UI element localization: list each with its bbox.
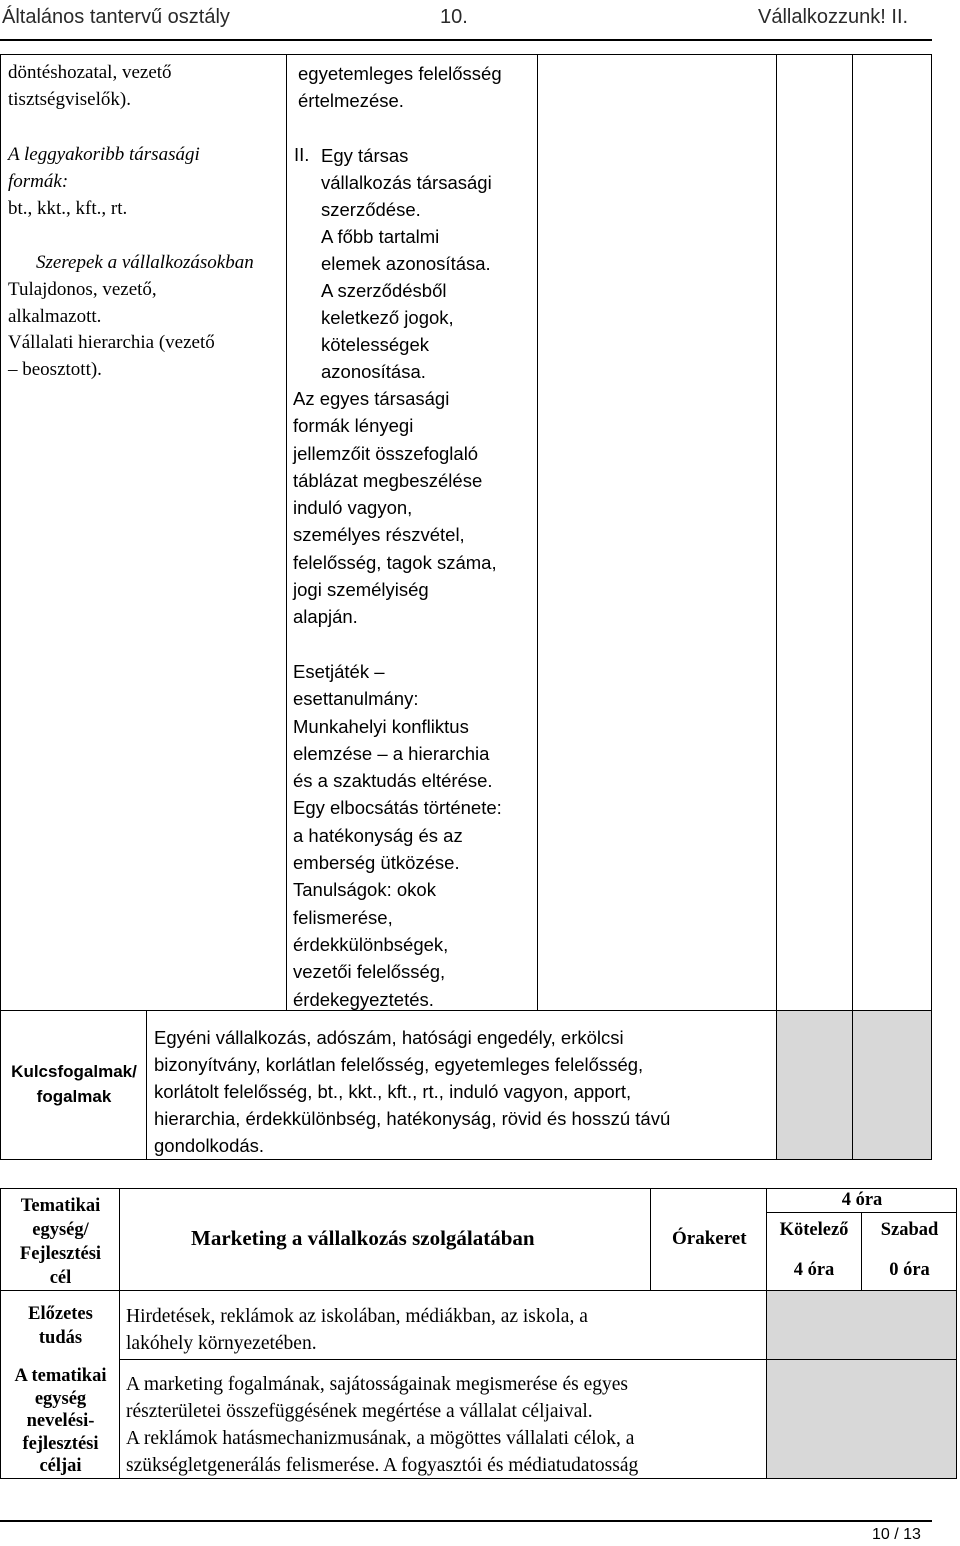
- col1-paragraph-2: A leggyakoribb társasági formák:: [8, 144, 200, 192]
- hours-label: Órakeret: [672, 1228, 747, 1249]
- col1-paragraph-3: bt., kkt., kft., rt.: [8, 198, 128, 219]
- prior-shaded-cell: [767, 1291, 956, 1359]
- col2-intro-text: egyetemleges felelősség értelmezése.: [298, 63, 502, 111]
- header-rule: [0, 39, 932, 41]
- free-label: Szabad: [880, 1220, 939, 1240]
- col2-case-study-text: Esetjáték – esettanulmány: Munkahelyi konfliktus elemzése – a hierarchia és a szaktudás eltérése. Egy elbocsátás története: a hatékonyság és az emberség ütközése. Tanulságok: okok felismerése, érdekkülönbségek, vezetői felelősség, érdekegyeztetés.: [293, 661, 502, 1010]
- keywords-shaded-cell-1: [777, 1011, 852, 1159]
- upper-table-keyword-divider: [146, 1010, 147, 1160]
- unit-title: Marketing a vállalkozás szolgálatában: [191, 1226, 535, 1250]
- upper-table-right-border: [931, 54, 932, 1160]
- keywords-text: Egyéni vállalkozás, adószám, hatósági engedély, erkölcsi bizonyítvány, korlátlan felelősség, egyetemleges felelősség, korlátolt felelősség, bt., kkt., kft., rt., induló vagyon, apport, hierarchia, érdekkülönbség, hatékonyság, rövid és hosszú távú gondolkodás.: [154, 1027, 671, 1156]
- header-subject: Vállalkozzunk! II.: [758, 6, 909, 28]
- upper-table-top-border: [0, 54, 932, 55]
- col1-paragraph-5: Tulajdonos, vezető, alkalmazott. Vállalati hierarchia (vezető – beosztott).: [8, 279, 215, 380]
- mandatory-label: Kötelező: [779, 1220, 849, 1240]
- col2-section-number: II.: [294, 144, 310, 165]
- hours-total: 4 óra: [841, 1190, 883, 1210]
- prior-knowledge-text: Hirdetések, reklámok az iskolában, médiákban, az iskola, a lakóhely környezetében.: [126, 1306, 588, 1354]
- upper-table-col-divider-3: [776, 54, 777, 1160]
- lower-table-title-divider: [650, 1188, 651, 1291]
- goals-text: A marketing fogalmának, sajátosságainak megismerése és egyes részterületei összefüggésének megértése a vállalat céljaival. A reklámok hatásmechanizmusának, a mögöttes vállalati célok, a szükségletgenerálás felismerése. A fogyasztói és médiatudatosság: [126, 1374, 639, 1476]
- upper-table-col-divider-4: [852, 54, 853, 1160]
- upper-table-left-border: [0, 54, 1, 1160]
- col2-contract-text: Egy társas vállalkozás társasági szerződése. A főbb tartalmi elemek azonosítása. A szerződésből keletkező jogok, kötelességek azonosítása.: [321, 145, 492, 382]
- col1-paragraph-1: döntéshozatal, vezető tisztségviselők).: [8, 62, 172, 110]
- mandatory-hours: 4 óra: [793, 1260, 835, 1280]
- upper-table-col-divider-1: [286, 54, 287, 1010]
- goals-label: A tematikai egység nevelési- fejlesztési céljai: [14, 1366, 107, 1476]
- prior-knowledge-label: Előzetes tudás: [28, 1304, 93, 1348]
- header-grade: 10.: [440, 6, 468, 28]
- lower-table-label-divider: [119, 1188, 120, 1479]
- page-number: 10 / 13: [872, 1526, 921, 1543]
- unit-label: Tematikai egység/ Fejlesztési cél: [19, 1196, 102, 1288]
- upper-table-col-divider-2: [537, 54, 538, 1010]
- header-school-type: Általános tantervű osztály: [2, 6, 230, 28]
- col2-summary-table-text: Az egyes társasági formák lényegi jellemzőit összefoglaló táblázat megbeszélése induló vagyon, személyes részvétel, felelősség, tagok száma, jogi személyiség alapján.: [293, 388, 497, 628]
- goals-shaded-cell: [767, 1360, 956, 1478]
- col1-paragraph-4: Szerepek a vállalkozásokban: [36, 252, 254, 273]
- lower-table-left-border: [0, 1188, 1, 1479]
- lower-table-top-border: [0, 1188, 957, 1189]
- footer-rule: [0, 1520, 932, 1522]
- upper-table-bottom-border: [0, 1159, 932, 1160]
- keywords-shaded-cell-2: [853, 1011, 931, 1159]
- free-hours: 0 óra: [889, 1260, 930, 1280]
- keywords-label: Kulcsfogalmak/ fogalmak: [11, 1062, 137, 1106]
